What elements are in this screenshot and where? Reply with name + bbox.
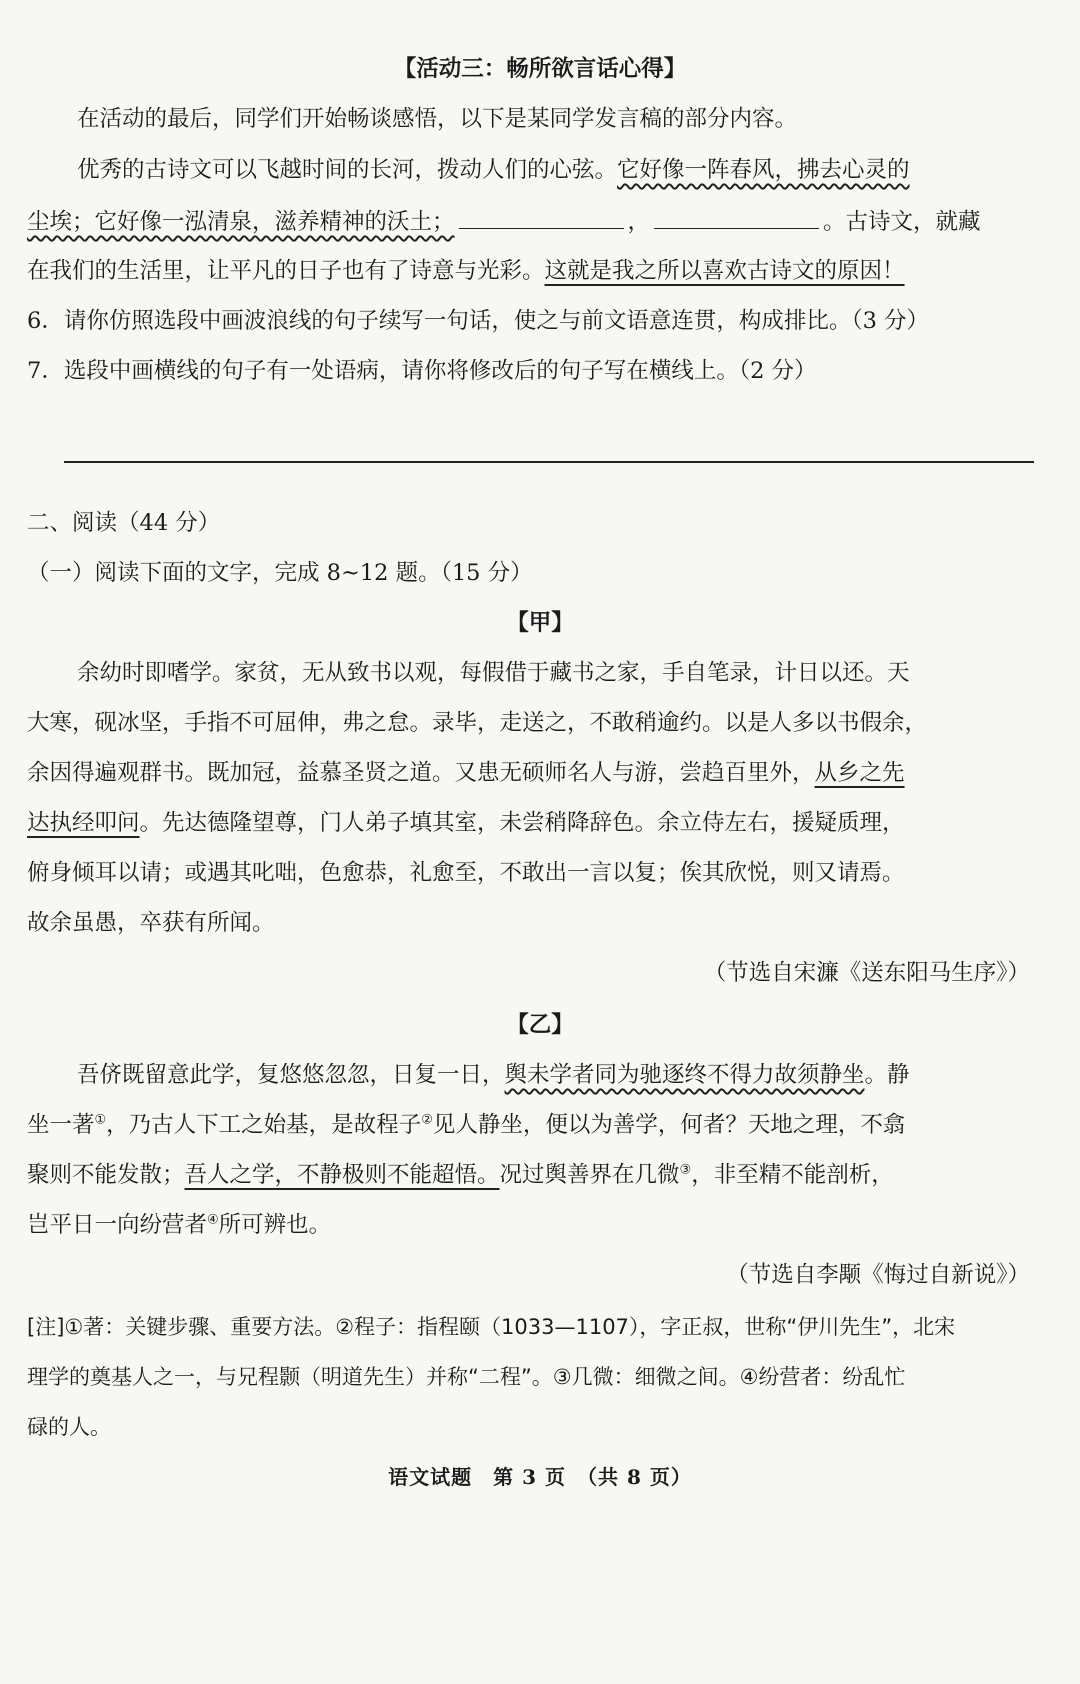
question-7: 7．选段中画横线的句子有一处语病，请你将修改后的句子写在横线上。（2 分）	[27, 358, 817, 384]
yi-line-1	[27, 1060, 1077, 1090]
fill-blank-1[interactable]	[459, 206, 624, 229]
yi-line-4	[27, 1210, 1027, 1240]
jia-line-4	[27, 808, 1027, 838]
underlined-phrase: 从乡之先	[814, 760, 905, 786]
jia-line-2: 大寒，砚冰坚，手指不可屈伸，弗之怠。录毕，走送之，不敢稍逾约。以是人多以书假余，	[27, 710, 928, 736]
jia-source: （节选自宋濂《送东阳马生序》）	[703, 960, 1030, 986]
yi-text: ，乃古人下工之始基，是故程子	[106, 1112, 422, 1138]
notes-line-1: [注]①著：关键步骤、重要方法。②程子：指程颐（1033—1107），字正叔，世称“伊川先生”，北宋	[27, 1315, 956, 1339]
section-title: 二、阅读（44 分）	[27, 510, 221, 536]
jia-line-6: 故余虽愚，卒获有所闻。	[27, 910, 275, 936]
yi-text: 所可辨也。	[218, 1212, 332, 1238]
notes-line-2: 理学的奠基人之一，与兄程颢（明道先生）并称“二程”。③几微：细微之间。④纷营者：纷乱忙	[27, 1365, 906, 1389]
jia-line-1: 余幼时即嗜学。家贫，无从致书以观，每假借于藏书之家，手自笔录，计日以还。天	[77, 660, 910, 686]
speech-text: 在我们的生活里，让平凡的日子也有了诗意与光彩。	[27, 258, 545, 284]
speech-line-3	[27, 256, 1027, 286]
question-6: 6．请你仿照选段中画波浪线的句子续写一句话，使之与前文语意连贯，构成排比。（3 分）	[27, 308, 930, 334]
activity-intro: 在活动的最后，同学们开始畅谈感悟，以下是某同学发言稿的部分内容。	[77, 106, 798, 132]
yi-text: 况过舆善界在几微	[499, 1162, 680, 1188]
note-mark-2: ②	[421, 1112, 433, 1128]
activity-heading: 【活动三：畅所欲言话心得】	[393, 56, 687, 82]
yi-text: ，非至精不能剖析，	[691, 1162, 894, 1188]
yi-line-2	[27, 1110, 1027, 1140]
answer-line[interactable]	[64, 461, 1034, 463]
jia-text: 。先达德隆望尊，门人弟子填其室，未尝稍降辞色。余立侍左右，援疑质理，	[139, 810, 905, 836]
page-footer: 语文试题 第 3 页 （共 8 页）	[388, 1465, 692, 1489]
yi-text: 。静	[864, 1062, 910, 1088]
notes-line-3: 碌的人。	[27, 1415, 111, 1439]
note-mark-3: ③	[679, 1162, 692, 1178]
passage-jia-label: 【甲】	[506, 610, 574, 636]
underlined-sentence: 这就是我之所以喜欢古诗文的原因！	[544, 258, 905, 284]
yi-text: 聚则不能发散；	[27, 1162, 185, 1188]
yi-text: 吾侪既留意此学，复悠悠忽忽，日复一日，	[77, 1062, 505, 1088]
passage-yi-label: 【乙】	[506, 1012, 574, 1038]
jia-line-3	[27, 758, 1027, 788]
speech-line-1	[27, 155, 1077, 185]
wavy-sentence: 它好像一阵春风，拂去心灵的	[617, 157, 910, 183]
speech-comma: ，	[627, 209, 651, 235]
yi-text: 岂平日一向纷营者	[27, 1212, 208, 1238]
yi-text: 见人静坐，便以为善学，何者？天地之理，不翕	[432, 1112, 906, 1138]
wavy-sentence-yi: 舆未学者同为驰逐终不得力故须静坐	[504, 1062, 865, 1088]
yi-text: 坐一著	[27, 1112, 95, 1138]
wavy-sentence-cont: 尘埃；它好像一泓清泉，滋养精神的沃土；	[27, 209, 455, 235]
speech-text: 优秀的古诗文可以飞越时间的长河，拨动人们的心弦。	[77, 157, 618, 183]
yi-line-3	[27, 1160, 1027, 1190]
speech-line-2	[27, 206, 1027, 237]
yi-source: （节选自李颙《悔过自新说》）	[726, 1262, 1030, 1288]
speech-text: 。古诗文，就藏	[823, 209, 981, 235]
section-part-1: （一）阅读下面的文字，完成 8~12 题。（15 分）	[27, 560, 533, 586]
note-mark-4: ④	[207, 1212, 219, 1228]
jia-text: 余因得遍观群书。既加冠，益慕圣贤之道。又患无硕师名人与游，尝趋百里外，	[27, 760, 815, 786]
underlined-sentence-yi: 吾人之学，不静极则不能超悟。	[184, 1162, 500, 1188]
fill-blank-2[interactable]	[654, 206, 819, 229]
underlined-phrase-cont: 达执经叩问	[27, 810, 140, 836]
note-mark-1: ①	[94, 1112, 107, 1128]
jia-line-5: 俯身倾耳以请；或遇其叱咄，色愈恭，礼愈至，不敢出一言以复；俟其欣悦，则又请焉。	[27, 860, 905, 886]
